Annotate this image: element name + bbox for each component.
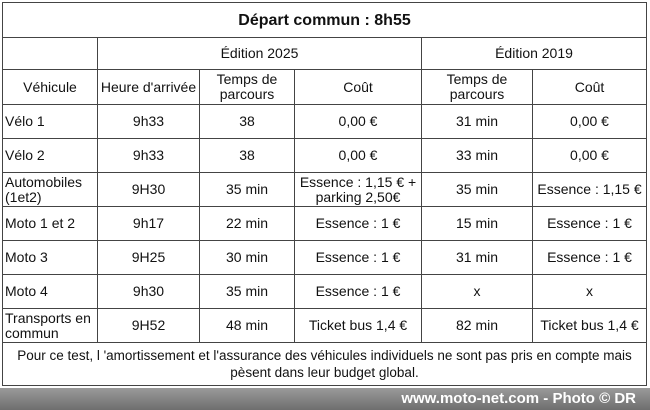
table-cell: Essence : 1,15 € <box>533 173 647 207</box>
table-cell: 9H52 <box>98 309 200 343</box>
table-cell: Essence : 1 € <box>295 241 422 275</box>
table-row <box>3 105 647 139</box>
table-row <box>3 275 647 309</box>
table-cell: Ticket bus 1,4 € <box>295 309 422 343</box>
table-cell: Essence : 1,15 € + parking 2,50€ <box>295 173 422 207</box>
table-cell: 38 <box>200 139 295 173</box>
table-cell: 35 min <box>200 173 295 207</box>
column-header: Coût <box>295 70 422 105</box>
table-cell: 9H30 <box>98 173 200 207</box>
table-row <box>3 241 647 275</box>
table-cell: Essence : 1 € <box>533 241 647 275</box>
table-cell: x <box>422 275 533 309</box>
table-row <box>3 207 647 241</box>
table-cell: 9H25 <box>98 241 200 275</box>
comparison-table <box>2 2 647 386</box>
table-cell: 0,00 € <box>533 139 647 173</box>
table-cell: 0,00 € <box>295 139 422 173</box>
table-cell: Moto 1 et 2 <box>3 207 98 241</box>
table-cell: Moto 4 <box>3 275 98 309</box>
table-cell: Transports en commun <box>3 309 98 343</box>
table-title: Départ commun : 8h55 <box>3 3 647 38</box>
table-row <box>3 139 647 173</box>
table-cell: Automobiles (1et2) <box>3 173 98 207</box>
edition-2025-header: Édition 2025 <box>98 38 422 70</box>
photo-credit: www.moto-net.com - Photo © DR <box>0 388 650 410</box>
table-cell: Essence : 1 € <box>533 207 647 241</box>
table-cell: 15 min <box>422 207 533 241</box>
table-cell: 82 min <box>422 309 533 343</box>
table-cell: 30 min <box>200 241 295 275</box>
table-cell: 9h33 <box>98 139 200 173</box>
table-cell: 33 min <box>422 139 533 173</box>
table-cell: 0,00 € <box>295 105 422 139</box>
column-header: Heure d'arrivée <box>98 70 200 105</box>
table-cell: Moto 3 <box>3 241 98 275</box>
column-header: Temps de parcours <box>200 70 295 105</box>
footnote: Pour ce test, l 'amortissement et l'assurance des véhicules individuels ne sont pas pris en compte mais pèsent dans leur budget global. <box>3 343 647 386</box>
column-header: Véhicule <box>3 70 98 105</box>
table-cell: 38 <box>200 105 295 139</box>
table-cell: 22 min <box>200 207 295 241</box>
table-cell: 35 min <box>200 275 295 309</box>
column-header: Coût <box>533 70 647 105</box>
table-cell: 9h17 <box>98 207 200 241</box>
table-cell: Vélo 2 <box>3 139 98 173</box>
table-cell: 48 min <box>200 309 295 343</box>
table-cell: 9h33 <box>98 105 200 139</box>
table-cell: x <box>533 275 647 309</box>
column-header: Temps de parcours <box>422 70 533 105</box>
table-cell: Essence : 1 € <box>295 207 422 241</box>
table-cell: Essence : 1 € <box>295 275 422 309</box>
table-cell: 31 min <box>422 105 533 139</box>
table-cell: 0,00 € <box>533 105 647 139</box>
table-row <box>3 173 647 207</box>
table-cell: 35 min <box>422 173 533 207</box>
table-row <box>3 309 647 343</box>
table-cell: Vélo 1 <box>3 105 98 139</box>
table-cell: Ticket bus 1,4 € <box>533 309 647 343</box>
table-cell: 9h30 <box>98 275 200 309</box>
edition-2019-header: Édition 2019 <box>422 38 647 70</box>
table-cell: 31 min <box>422 241 533 275</box>
